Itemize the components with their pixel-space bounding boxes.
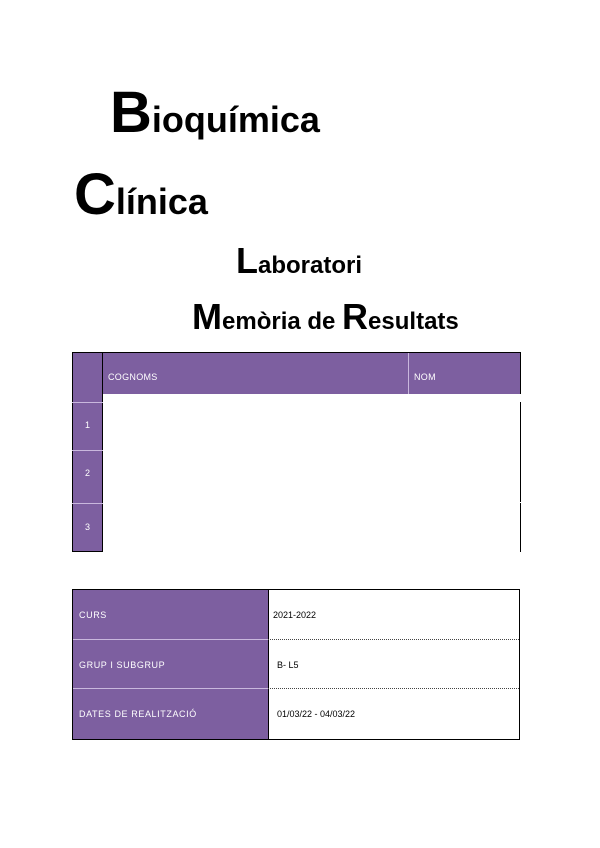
student-2-surnames[interactable] (103, 452, 377, 500)
value-grup[interactable]: B- L5 (268, 640, 519, 689)
table-right-border (520, 450, 521, 502)
row-divider (72, 450, 103, 451)
row-number-1: 1 (84, 420, 90, 430)
title-line-bioquimica: Bioquímica (110, 80, 320, 145)
header-cognoms: COGNOMS (108, 372, 158, 382)
students-table-body (103, 394, 521, 552)
info-row-dates (73, 689, 519, 739)
label-dates: DATES DE REALITZACIÓ (73, 689, 268, 739)
title-line-clinica: Clínica (74, 162, 208, 227)
table-right-border (520, 402, 521, 450)
row-number-3: 3 (84, 522, 90, 532)
student-3-name[interactable] (378, 506, 521, 552)
value-curs[interactable]: 2021-2022 (268, 590, 519, 639)
course-info-table (72, 589, 520, 740)
student-2-name[interactable] (378, 452, 521, 500)
header-nom: NOM (414, 372, 436, 382)
label-grup: GRUP I SUBGRUP (73, 640, 268, 689)
value-dates[interactable]: 01/03/22 - 04/03/22 (268, 689, 519, 739)
subtitle-memoria-resultats: Memòria de Resultats (192, 296, 459, 337)
subtitle-laboratori: Laboratori (236, 240, 363, 281)
row-number-2: 2 (84, 468, 90, 478)
table-right-border (520, 503, 521, 552)
info-row-curs (73, 590, 519, 639)
student-3-surnames[interactable] (103, 506, 377, 552)
student-1-surnames[interactable] (103, 402, 377, 444)
students-table-header (103, 352, 521, 394)
label-curs: CURS (73, 590, 268, 639)
header-separator (408, 353, 409, 395)
row-divider (72, 402, 103, 403)
info-row-grup (73, 640, 519, 689)
row-divider (72, 503, 103, 504)
students-table (72, 352, 521, 552)
student-1-name[interactable] (378, 402, 521, 444)
